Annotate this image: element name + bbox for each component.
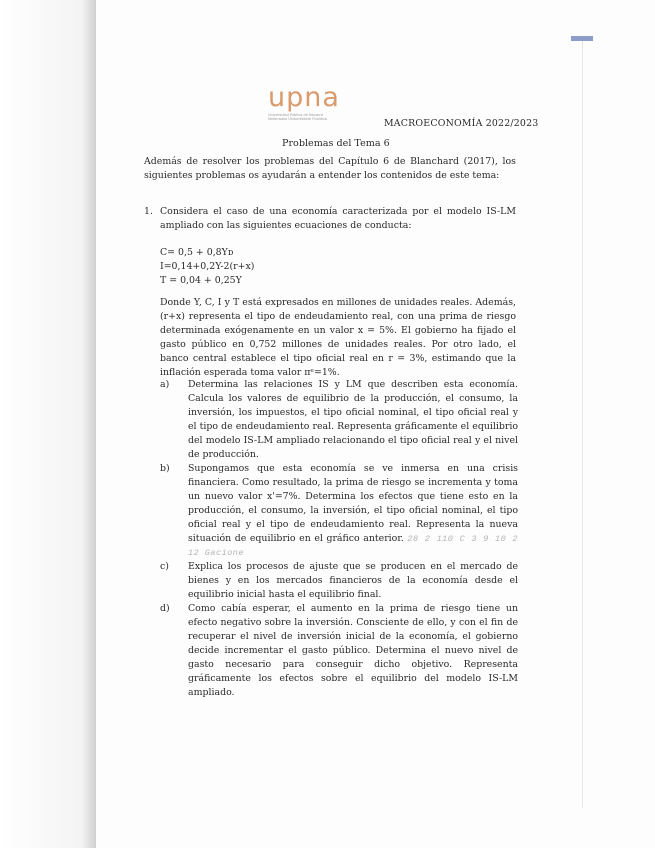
scan-right-edge xyxy=(582,40,583,808)
course-title: MACROECONOMÍA 2022/2023 xyxy=(384,118,539,129)
question-label: d) xyxy=(160,603,170,614)
university-logo-subtext: Universidad Pública de Navarra Nafarroako Unibertsitate Publikoa xyxy=(268,113,327,121)
question-b xyxy=(160,462,518,560)
problem-statement: Considera el caso de una economía caracterizada por el modelo IS-LM ampliado con las siguientes ecuaciones de conducta: xyxy=(160,206,516,231)
intro-paragraph: Además de resolver los problemas del Capítulo 6 de Blanchard (2017), los siguientes problemas os ayudarán a entender los contenidos de este tema: xyxy=(144,156,516,181)
question-text: Como cabía esperar, el aumento en la prima de riesgo tiene un efecto negativo sobre la inversión. Consciente de ello, y con el fin de recuperar el nivel de inversión inicial de la economía, el gobierno decide incrementar el gasto público. Determina el nuevo nivel de gasto necesario para conseguir dicho objetivo. Representa gráficamente los efectos sobre el equilibrio del modelo IS-LM ampliado. xyxy=(188,603,518,698)
problem-1 xyxy=(144,205,516,233)
question-label: c) xyxy=(160,561,169,572)
question-text: Explica los procesos de ajuste que se producen en el mercado de bienes y en los mercados financieros de la economía desde el equilibrio inicial hasta el equilibrio final. xyxy=(188,561,518,600)
question-label: b) xyxy=(160,463,170,474)
question-d xyxy=(160,602,518,700)
equations-block xyxy=(160,246,254,288)
scan-corner-mark xyxy=(571,36,593,41)
equation-investment: I=0,14+0,2Y-2(r+x) xyxy=(160,261,255,272)
equation-consumption: C= 0,5 + 0,8Yᴅ xyxy=(160,247,234,258)
problem-description: Donde Y, C, I y T está expresados en millones de unidades reales. Además, (r+x) representa el tipo de endeudamiento real, con una prima de riesgo determinada exógenamente en un valor x = 5%. El gobierno ha fijado el gasto público en 0,752 millones de unidades reales. Por otro lado, el banco central establece el tipo oficial real en r = 3%, estimando que la inflación esperada toma valor πᵉ=1%. xyxy=(160,297,516,378)
question-a xyxy=(160,378,518,462)
page-title: Problemas del Tema 6 xyxy=(282,138,390,149)
question-text: Determina las relaciones IS y LM que describen esta economía. Calcula los valores de equilibrio de la producción, el consumo, la inversión, los impuestos, el tipo oficial nominal, el tipo oficial real y el tipo de endeudamiento real. Representa gráficamente el equilibrio del modelo IS-LM ampliado relacionando el tipo oficial real y el nivel de producción. xyxy=(188,379,518,460)
handwritten-annotation: 28 2 110 C 3 9 10 2 12 Gacione xyxy=(188,534,519,558)
scan-left-edge xyxy=(0,0,96,848)
question-c xyxy=(160,560,518,602)
equation-taxes: T = 0,04 + 0,25Y xyxy=(160,275,242,286)
question-label: a) xyxy=(160,379,170,390)
question-text: Supongamos que esta economía se ve inmersa en una crisis financiera. Como resultado, la prima de riesgo se incrementa y toma un nuevo valor x'=7%. Determina los efectos que tiene esto en la producción, el consumo, la inversión, el tipo oficial nominal, el tipo oficial real y el tipo de endeudamiento real. Representa la nueva situación de equilibrio en el gráfico anterior. xyxy=(188,463,518,544)
university-logo: upna xyxy=(268,82,340,113)
sub-questions xyxy=(160,378,518,700)
problem-number: 1. xyxy=(144,206,153,217)
